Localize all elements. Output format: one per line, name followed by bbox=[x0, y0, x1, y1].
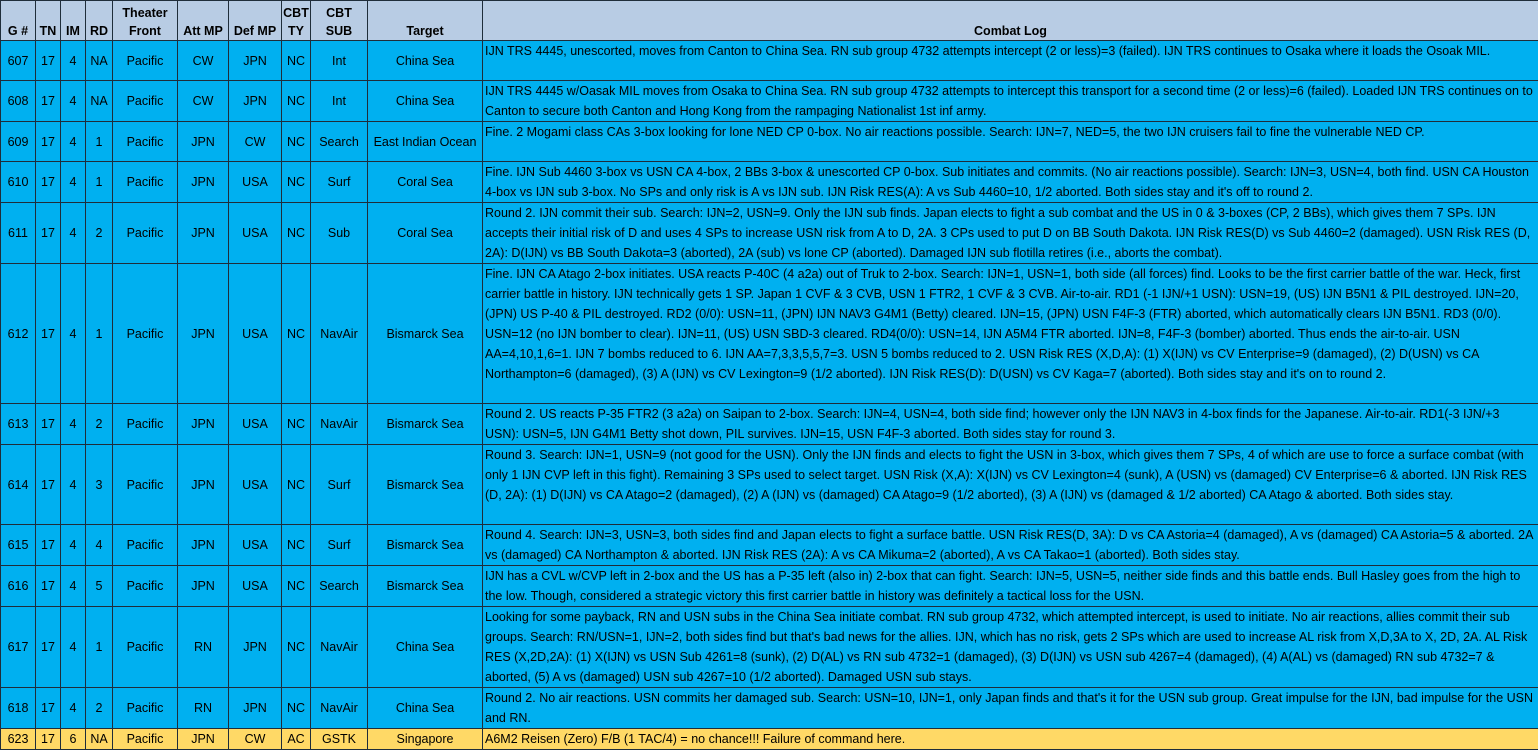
cell-round: NA bbox=[86, 729, 113, 750]
cell-turn: 17 bbox=[36, 445, 61, 525]
cell-target: China Sea bbox=[368, 41, 483, 81]
cell-game-number: 615 bbox=[1, 525, 36, 566]
cell-combat-sub: Sub bbox=[311, 203, 368, 264]
header-combat-sub: CBT SUB bbox=[311, 1, 368, 41]
cell-theater-front: Pacific bbox=[113, 404, 178, 445]
cell-combat-type: NC bbox=[282, 445, 311, 525]
cell-attacker: JPN bbox=[178, 729, 229, 750]
cell-round: 2 bbox=[86, 203, 113, 264]
cell-turn: 17 bbox=[36, 264, 61, 404]
cell-game-number: 611 bbox=[1, 203, 36, 264]
cell-round: NA bbox=[86, 41, 113, 81]
table-row bbox=[1, 81, 1538, 122]
cell-game-number: 612 bbox=[1, 264, 36, 404]
cell-impulse: 6 bbox=[61, 729, 86, 750]
cell-combat-log: IJN TRS 4445 w/Oasak MIL moves from Osaka to China Sea. RN sub group 4732 attempts to intercept this transport for a second time (2 or less)=6 (failed). Loaded IJN TRS continues on to Canton to secure both Canton and Hong Kong from the rampaging Nationalist 1st inf army. bbox=[483, 81, 1538, 122]
cell-theater-front: Pacific bbox=[113, 566, 178, 607]
header-game-number: G # bbox=[1, 1, 36, 41]
cell-theater-front: Pacific bbox=[113, 122, 178, 162]
cell-combat-sub: Search bbox=[311, 566, 368, 607]
cell-theater-front: Pacific bbox=[113, 525, 178, 566]
cell-impulse: 4 bbox=[61, 122, 86, 162]
cell-turn: 17 bbox=[36, 122, 61, 162]
cell-target: Singapore bbox=[368, 729, 483, 750]
cell-turn: 17 bbox=[36, 607, 61, 688]
cell-game-number: 623 bbox=[1, 729, 36, 750]
cell-target: East Indian Ocean bbox=[368, 122, 483, 162]
header-round: RD bbox=[86, 1, 113, 41]
cell-game-number: 610 bbox=[1, 162, 36, 203]
cell-defender: USA bbox=[229, 404, 282, 445]
cell-defender: JPN bbox=[229, 688, 282, 729]
cell-round: 1 bbox=[86, 162, 113, 203]
cell-attacker: CW bbox=[178, 41, 229, 81]
cell-combat-type: NC bbox=[282, 41, 311, 81]
cell-attacker: JPN bbox=[178, 122, 229, 162]
cell-target: Bismarck Sea bbox=[368, 525, 483, 566]
cell-combat-sub: Surf bbox=[311, 162, 368, 203]
cell-attacker: JPN bbox=[178, 525, 229, 566]
cell-combat-sub: Surf bbox=[311, 525, 368, 566]
cell-combat-log: Round 2. IJN commit their sub. Search: IJN=2, USN=9. Only the IJN sub finds. Japan elects to fight a sub combat and the US in 0 & 3-boxes (CP, 2 BBs), which gives them 7 SPs. IJN accepts their initial risk of D and uses 4 SPs to increase USN risk from A to D, 2A. 3 CPs used to put D on BB South Dakota. IJN Risk RES(D) vs Sub 4460=2 (damaged). USN Risk RES (D, 2A): D(IJN) vs BB South Dakota=3 (aborted), 2A (sub) vs lone CP (aborted). Damaged IJN sub flotilla retires (i.e., aborts the combat). bbox=[483, 203, 1538, 264]
table-row bbox=[1, 525, 1538, 566]
cell-combat-log: Fine. IJN Sub 4460 3-box vs USN CA 4-box, 2 BBs 3-box & unescorted CP 0-box. Sub initiates and commits. (No air reactions possible). Search: IJN=3, USN=4, both find. USN CA Houston 4-box vs IJN sub 3-box. No SPs and only risk is A vs IJN sub. IJN Risk RES(A): A vs Sub 4460=10, 1/2 aborted. Both sides stay and it's off to round 2. bbox=[483, 162, 1538, 203]
header-row bbox=[1, 1, 1538, 41]
cell-impulse: 4 bbox=[61, 445, 86, 525]
cell-target: China Sea bbox=[368, 688, 483, 729]
cell-theater-front: Pacific bbox=[113, 729, 178, 750]
header-attacker: Att MP bbox=[178, 1, 229, 41]
cell-combat-log: IJN TRS 4445, unescorted, moves from Canton to China Sea. RN sub group 4732 attempts intercept (2 or less)=3 (failed). IJN TRS continues to Osaka where it loads the Osoak MIL. bbox=[483, 41, 1538, 81]
table-row bbox=[1, 41, 1538, 81]
cell-defender: USA bbox=[229, 525, 282, 566]
cell-impulse: 4 bbox=[61, 81, 86, 122]
cell-combat-log: Round 4. Search: IJN=3, USN=3, both sides find and Japan elects to fight a surface battle. USN Risk RES(D, 3A): D vs CA Astoria=4 (damaged), A vs (damaged) CA Astoria=5 & aborted. 2A vs (damaged) CA Northampton & aborted. IJN Risk RES (2A): A vs CA Mikuma=2 (aborted), A vs CA Takao=1 (aborted). Both sides stay. bbox=[483, 525, 1538, 566]
cell-attacker: JPN bbox=[178, 566, 229, 607]
cell-turn: 17 bbox=[36, 729, 61, 750]
cell-impulse: 4 bbox=[61, 203, 86, 264]
header-combat-log: Combat Log bbox=[483, 1, 1538, 41]
cell-impulse: 4 bbox=[61, 41, 86, 81]
cell-defender: JPN bbox=[229, 81, 282, 122]
cell-target: Bismarck Sea bbox=[368, 404, 483, 445]
table-row bbox=[1, 162, 1538, 203]
cell-defender: CW bbox=[229, 729, 282, 750]
cell-combat-sub: Int bbox=[311, 41, 368, 81]
cell-round: 1 bbox=[86, 122, 113, 162]
cell-target: Bismarck Sea bbox=[368, 264, 483, 404]
cell-theater-front: Pacific bbox=[113, 445, 178, 525]
cell-game-number: 609 bbox=[1, 122, 36, 162]
header-defender: Def MP bbox=[229, 1, 282, 41]
cell-game-number: 614 bbox=[1, 445, 36, 525]
cell-game-number: 618 bbox=[1, 688, 36, 729]
cell-combat-sub: NavAir bbox=[311, 688, 368, 729]
cell-turn: 17 bbox=[36, 41, 61, 81]
cell-combat-type: NC bbox=[282, 122, 311, 162]
cell-impulse: 4 bbox=[61, 525, 86, 566]
cell-defender: USA bbox=[229, 203, 282, 264]
header-turn: TN bbox=[36, 1, 61, 41]
cell-impulse: 4 bbox=[61, 688, 86, 729]
cell-combat-sub: NavAir bbox=[311, 264, 368, 404]
cell-round: 1 bbox=[86, 264, 113, 404]
cell-theater-front: Pacific bbox=[113, 162, 178, 203]
cell-impulse: 4 bbox=[61, 162, 86, 203]
cell-impulse: 4 bbox=[61, 264, 86, 404]
cell-turn: 17 bbox=[36, 566, 61, 607]
cell-turn: 17 bbox=[36, 525, 61, 566]
cell-theater-front: Pacific bbox=[113, 688, 178, 729]
cell-attacker: CW bbox=[178, 81, 229, 122]
cell-combat-log: Round 2. US reacts P-35 FTR2 (3 a2a) on Saipan to 2-box. Search: IJN=4, USN=4, both side find; however only the IJN NAV3 in 4-box finds for the Japanese. Air-to-air. RD1(-3 IJN/+3 USN): USN=5, IJN G4M1 Betty shot down, PIL survives. IJN=15, USN F4F-3 aborted. Both sides stay for round 3. bbox=[483, 404, 1538, 445]
cell-turn: 17 bbox=[36, 81, 61, 122]
cell-impulse: 4 bbox=[61, 404, 86, 445]
cell-defender: USA bbox=[229, 445, 282, 525]
cell-combat-log: A6M2 Reisen (Zero) F/B (1 TAC/4) = no chance!!! Failure of command here. bbox=[483, 729, 1538, 750]
cell-combat-sub: NavAir bbox=[311, 404, 368, 445]
cell-impulse: 4 bbox=[61, 566, 86, 607]
cell-combat-type: NC bbox=[282, 566, 311, 607]
cell-attacker: JPN bbox=[178, 264, 229, 404]
cell-combat-type: NC bbox=[282, 203, 311, 264]
cell-combat-sub: NavAir bbox=[311, 607, 368, 688]
cell-target: Coral Sea bbox=[368, 203, 483, 264]
cell-combat-log: Fine. 2 Mogami class CAs 3-box looking for lone NED CP 0-box. No air reactions possible. Search: IJN=7, NED=5, the two IJN cruisers fail to fine the vulnerable NED CP. bbox=[483, 122, 1538, 162]
cell-round: 3 bbox=[86, 445, 113, 525]
cell-combat-type: NC bbox=[282, 404, 311, 445]
table-row bbox=[1, 264, 1538, 404]
cell-target: Coral Sea bbox=[368, 162, 483, 203]
cell-turn: 17 bbox=[36, 404, 61, 445]
cell-combat-log: Looking for some payback, RN and USN subs in the China Sea initiate combat. RN sub group 4732, which attempted intercept, is used to initiate. No air reactions, allies commit their sub groups. Search: RN/USN=1, IJN=2, both sides find but that's bad news for the allies. IJN, which has no risk, gets 2 SPs which are used to increase AL risk from X,D,3A to X, 2D, 2A. AL Risk RES (X,2D,2A): (1) X(IJN) vs USN Sub 4261=8 (sunk), (2) D(AL) vs RN sub 4732=1 (damaged), (3) D(IJN) vs USN sub 4267=4 (damaged), (4) A(AL) vs (damaged) RN sub 4732=7 & aborted, (5) A vs (damaged) USN sub 4267=10 (1/2 aborted). Damaged USN sub stays. bbox=[483, 607, 1538, 688]
table-body bbox=[1, 41, 1538, 750]
cell-combat-type: NC bbox=[282, 264, 311, 404]
cell-target: China Sea bbox=[368, 81, 483, 122]
cell-target: Bismarck Sea bbox=[368, 445, 483, 525]
cell-defender: USA bbox=[229, 566, 282, 607]
cell-attacker: RN bbox=[178, 607, 229, 688]
cell-round: 2 bbox=[86, 404, 113, 445]
table-row bbox=[1, 607, 1538, 688]
cell-game-number: 607 bbox=[1, 41, 36, 81]
table-row bbox=[1, 729, 1538, 750]
cell-attacker: JPN bbox=[178, 203, 229, 264]
cell-theater-front: Pacific bbox=[113, 607, 178, 688]
cell-combat-type: AC bbox=[282, 729, 311, 750]
cell-round: NA bbox=[86, 81, 113, 122]
cell-combat-log: IJN has a CVL w/CVP left in 2-box and the US has a P-35 left (also in) 2-box that can fight. Search: IJN=5, USN=5, neither side finds and this battle ends. Bull Hasley goes from the high to the low. Though, considered a strategic victory this first carrier battle in history was definitely a tactical loss for the USN. bbox=[483, 566, 1538, 607]
cell-defender: JPN bbox=[229, 41, 282, 81]
cell-combat-type: NC bbox=[282, 607, 311, 688]
header-target: Target bbox=[368, 1, 483, 41]
cell-theater-front: Pacific bbox=[113, 264, 178, 404]
cell-defender: JPN bbox=[229, 607, 282, 688]
cell-combat-log: Round 3. Search: IJN=1, USN=9 (not good for the USN). Only the IJN finds and elects to fight the USN in 3-box, which gives them 7 SPs, 4 of which are use to force a surface combat (with only 1 IJN CVP left in this fight). Remaining 3 SPs used to select target. USN Risk (X,A): X(IJN) vs CV Lexington=4 (sunk), A (USN) vs (damaged) CV Enterprise=6 & aborted. IJN Risk RES (D, 2A): (1) D(IJN) vs CA Atago=2 (damaged), (2) A (IJN) vs (damaged) CA Atago=9 (1/2 aborted), (3) A (IJN) vs (damaged & 1/2 aborted) CA Atago & aborted. Both sides stay. bbox=[483, 445, 1538, 525]
table-row bbox=[1, 445, 1538, 525]
cell-combat-type: NC bbox=[282, 688, 311, 729]
cell-target: Bismarck Sea bbox=[368, 566, 483, 607]
cell-round: 2 bbox=[86, 688, 113, 729]
cell-round: 1 bbox=[86, 607, 113, 688]
table-header bbox=[1, 1, 1538, 41]
cell-turn: 17 bbox=[36, 203, 61, 264]
cell-theater-front: Pacific bbox=[113, 203, 178, 264]
header-theater-front: Theater Front bbox=[113, 1, 178, 41]
cell-turn: 17 bbox=[36, 162, 61, 203]
cell-target: China Sea bbox=[368, 607, 483, 688]
cell-theater-front: Pacific bbox=[113, 41, 178, 81]
cell-game-number: 617 bbox=[1, 607, 36, 688]
cell-game-number: 613 bbox=[1, 404, 36, 445]
cell-combat-sub: GSTK bbox=[311, 729, 368, 750]
table-row bbox=[1, 404, 1538, 445]
cell-combat-type: NC bbox=[282, 525, 311, 566]
cell-combat-sub: Search bbox=[311, 122, 368, 162]
cell-game-number: 608 bbox=[1, 81, 36, 122]
cell-defender: USA bbox=[229, 264, 282, 404]
cell-attacker: JPN bbox=[178, 404, 229, 445]
cell-round: 5 bbox=[86, 566, 113, 607]
cell-turn: 17 bbox=[36, 688, 61, 729]
header-combat-type: CBT TY bbox=[282, 1, 311, 41]
cell-round: 4 bbox=[86, 525, 113, 566]
cell-combat-type: NC bbox=[282, 81, 311, 122]
cell-combat-type: NC bbox=[282, 162, 311, 203]
cell-attacker: JPN bbox=[178, 445, 229, 525]
cell-defender: USA bbox=[229, 162, 282, 203]
table-row bbox=[1, 566, 1538, 607]
cell-combat-log: Fine. IJN CA Atago 2-box initiates. USA reacts P-40C (4 a2a) out of Truk to 2-box. Search: IJN=1, USN=1, both side (all forces) find. Looks to be the first carrier battle of the war. Heck, first carrier battle in history. IJN technically gets 1 SP. Japan 1 CVF & 3 CVB, USN 1 FTR2, 1 CVF & 3 CVB. Air-to-air. RD1 (-1 IJN/+1 USN): USN=19, (US) IJN B5N1 & PIL destroyed. IJN=20, (JPN) US P-40 & PIL destroyed. RD2 (0/0): USN=11, (JPN) IJN NAV3 G4M1 (Betty) cleared. IJN=15, (JPN) USN F4F-3 (FTR) aborted, which automatically clears IJN B5N1. RD3 (0/0). USN=12 (no IJN bomber to clear). IJN=11, (US) USN SBD-3 cleared. RD4(0/0): USN=14, IJN A5M4 FTR aborted. IJN=8, F4F-3 (bomber) aborted. Thus ends the air-to-air. USN AA=4,10,1,6=1. IJN 7 bombs reduced to 6. IJN AA=7,3,3,5,5,7=3. USN 5 bombs reduced to 2. USN Risk RES (X,D,A): (1) X(IJN) vs CV Enterprise=9 (damaged), (2) D(USN) vs CA Northampton=6 (damaged), (3) A (IJN) vs CV Lexington=9 (1/2 aborted). IJN Risk RES(D): D(USN) vs CV Kaga=7 (aborted). Both sides stay and it's on to round 2. bbox=[483, 264, 1538, 404]
cell-game-number: 616 bbox=[1, 566, 36, 607]
cell-combat-sub: Surf bbox=[311, 445, 368, 525]
table-row bbox=[1, 122, 1538, 162]
table-row bbox=[1, 203, 1538, 264]
cell-theater-front: Pacific bbox=[113, 81, 178, 122]
cell-combat-log: Round 2. No air reactions. USN commits her damaged sub. Search: USN=10, IJN=1, only Japan finds and that's it for the USN sub group. Great impulse for the IJN, bad impulse for the USN and RN. bbox=[483, 688, 1538, 729]
table-row bbox=[1, 688, 1538, 729]
header-impulse: IM bbox=[61, 1, 86, 41]
cell-defender: CW bbox=[229, 122, 282, 162]
cell-attacker: JPN bbox=[178, 162, 229, 203]
cell-impulse: 4 bbox=[61, 607, 86, 688]
cell-attacker: RN bbox=[178, 688, 229, 729]
cell-combat-sub: Int bbox=[311, 81, 368, 122]
